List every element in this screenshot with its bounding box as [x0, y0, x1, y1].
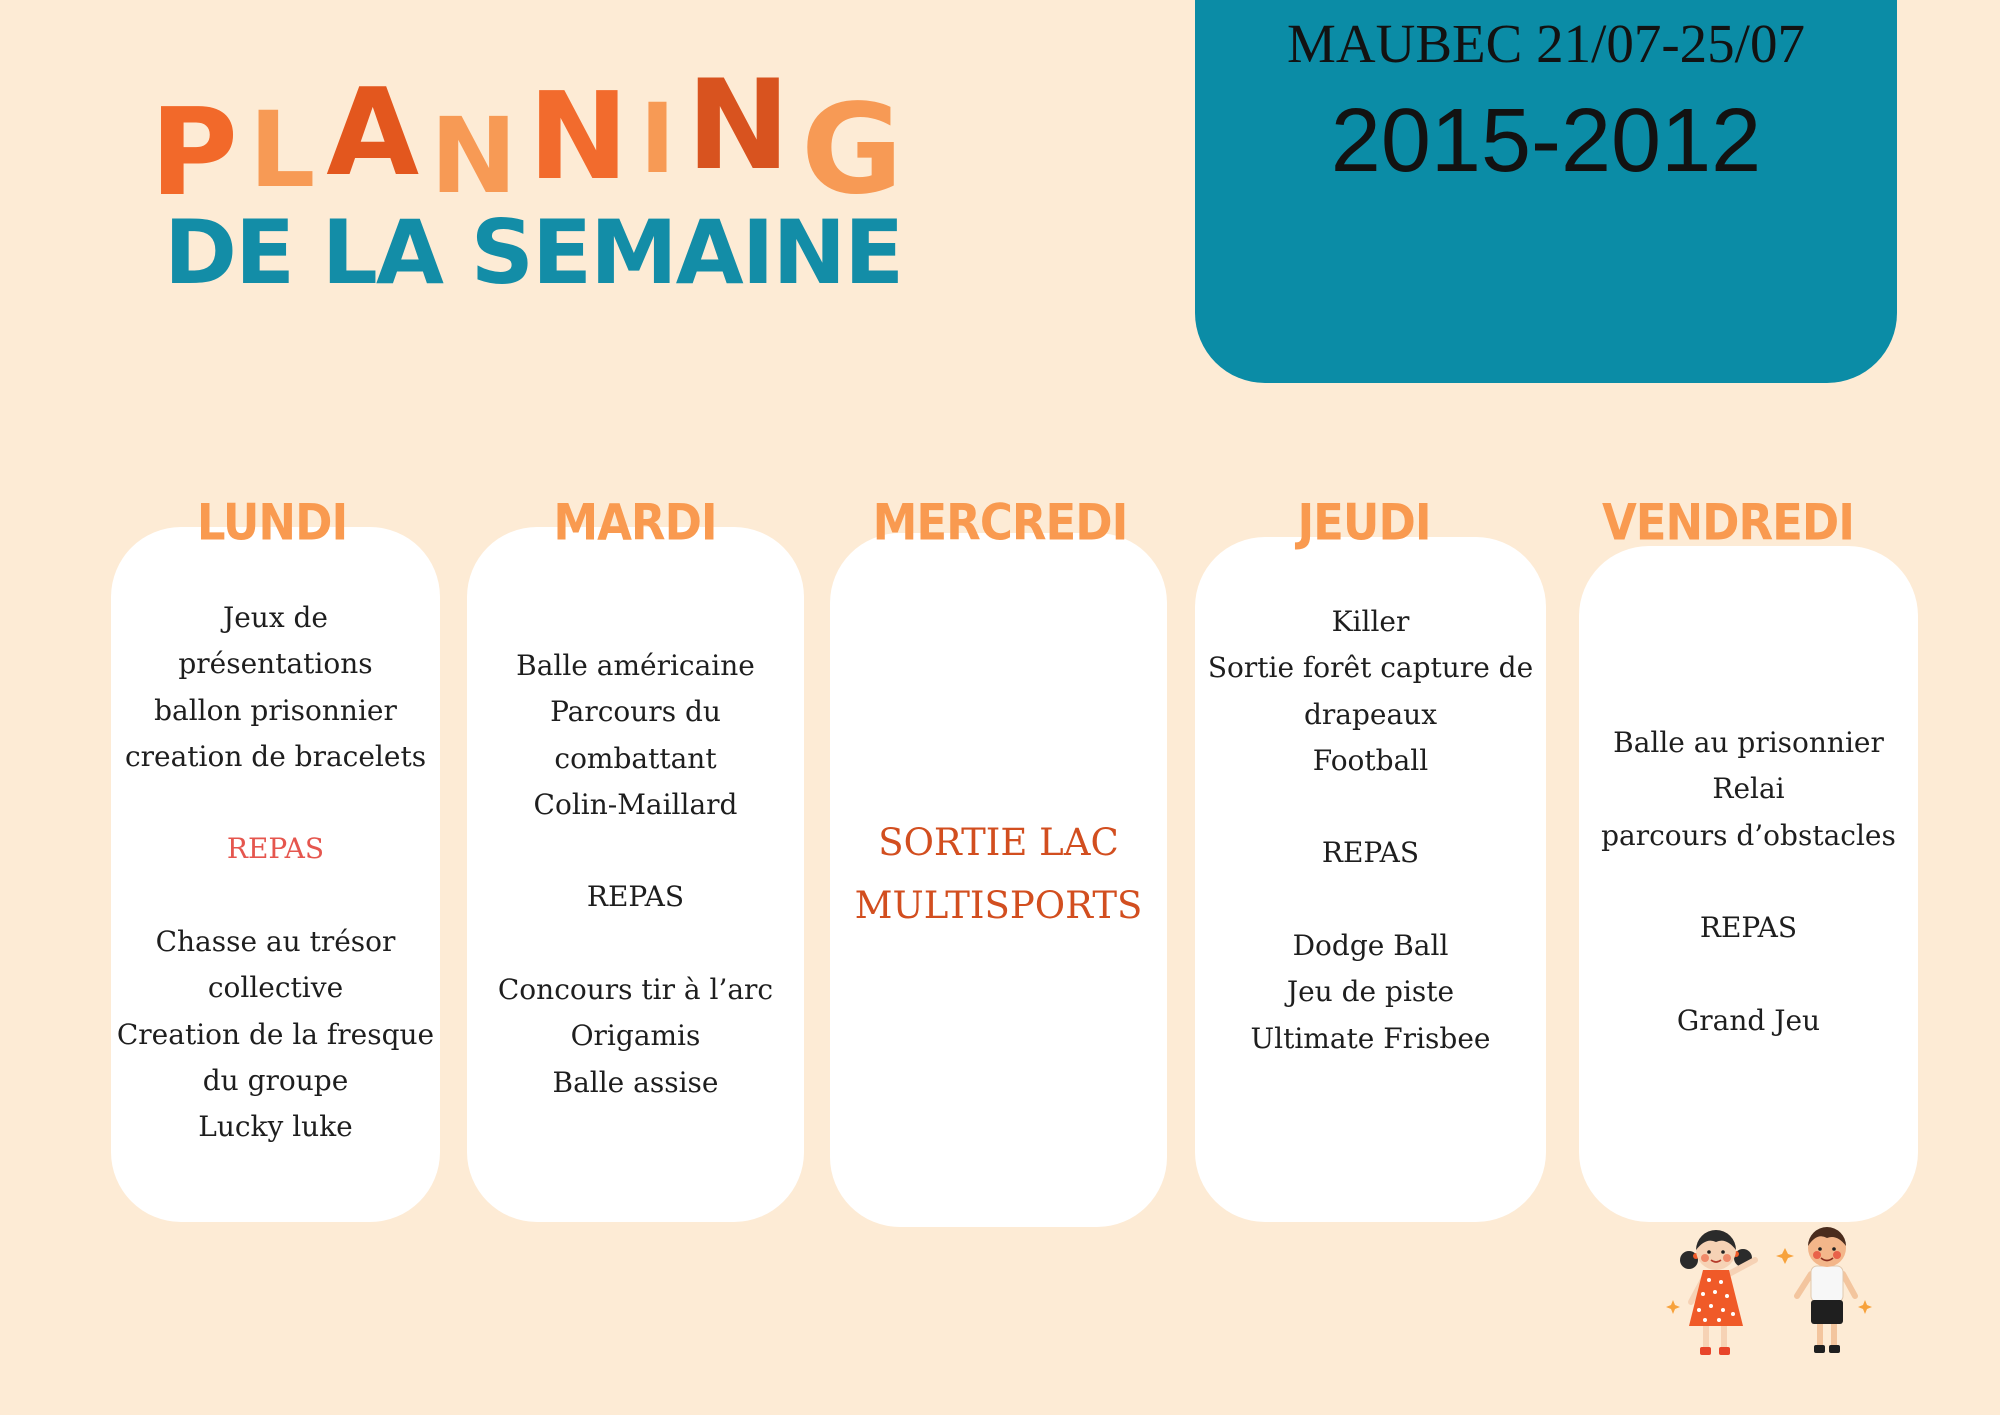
children-waving-icon	[1665, 1220, 1875, 1365]
day-heading-vendredi: VENDREDI	[1601, 493, 1855, 552]
title-letter: N	[430, 95, 518, 217]
activity-line: Balle au prisonnier	[1613, 726, 1884, 759]
activity-line: drapeaux	[1303, 697, 1437, 731]
afternoon-activities	[467, 967, 804, 1106]
meal-label: REPAS	[1699, 911, 1798, 945]
day-card-mercredi	[830, 533, 1167, 1227]
afternoon-activities	[1579, 998, 1918, 1044]
title-letter: P	[150, 84, 238, 223]
outing-line: MULTISPORTS	[854, 883, 1143, 927]
activity-line: Creation de la fresque	[116, 1017, 435, 1051]
activity-line: collective	[207, 971, 344, 1005]
activity-line: creation de bracelets	[124, 739, 427, 773]
day-heading-lundi: LUNDI	[196, 493, 348, 552]
activity-line: Jeu de piste	[1286, 975, 1455, 1009]
day-card-vendredi	[1579, 546, 1918, 1222]
meal-label: REPAS	[586, 880, 685, 914]
morning-activities	[1195, 599, 1546, 784]
activity-line: Colin-Maillard	[533, 787, 738, 821]
activity-line: Chasse au trésor	[155, 925, 396, 959]
boy-figure	[1797, 1227, 1855, 1353]
activity-line: Jeux de	[222, 601, 328, 634]
activity-line: Sortie forêt capture de	[1207, 651, 1534, 685]
activity-line: Football	[1312, 743, 1429, 777]
morning-activities	[1579, 720, 1918, 859]
activity-line: ballon prisonnier	[154, 693, 397, 727]
location-dates: MAUBEC 21/07-25/07	[1287, 13, 1805, 74]
activity-line: combattant	[554, 741, 717, 775]
morning-activities	[467, 643, 804, 828]
activity-line: Balle assise	[552, 1065, 719, 1099]
activity-line: du groupe	[202, 1063, 349, 1097]
activity-line: présentations	[178, 647, 373, 681]
activity-line: Ultimate Frisbee	[1250, 1021, 1491, 1055]
activity-line: Parcours du	[550, 695, 721, 729]
title-letter: I	[639, 83, 676, 195]
title-letter: G	[801, 78, 903, 222]
activity-line: Relai	[1712, 772, 1785, 806]
activity-line: Concours tir à l’arc	[497, 973, 774, 1007]
activity-line: Killer	[1331, 605, 1410, 638]
morning-activities	[111, 595, 440, 780]
activity-line: Balle américaine	[516, 649, 755, 682]
activity-line: Lucky luke	[198, 1110, 353, 1144]
day-card-mardi	[467, 527, 804, 1222]
activity-line: parcours d’obstacles	[1601, 818, 1896, 852]
day-heading-jeudi: JEUDI	[1297, 493, 1431, 552]
activity-line: Origamis	[570, 1019, 701, 1053]
day-card-jeudi	[1195, 537, 1546, 1222]
title-letter: L	[248, 89, 316, 211]
title-letter: N	[528, 68, 629, 207]
outing-line: SORTIE LAC	[878, 821, 1119, 864]
afternoon-activities	[111, 919, 440, 1150]
activity-line: Grand Jeu	[1676, 1003, 1821, 1037]
header-box	[1195, 0, 1897, 383]
day-heading-mercredi: MERCREDI	[872, 493, 1128, 552]
title-letter: A	[326, 64, 420, 203]
meal-label: REPAS	[226, 832, 325, 866]
activity-line: Dodge Ball	[1292, 929, 1449, 963]
girl-figure	[1680, 1230, 1755, 1355]
outing-activity	[830, 812, 1167, 937]
afternoon-activities	[1195, 923, 1546, 1062]
birth-years: 2015-2012	[1330, 91, 1762, 191]
day-card-lundi	[111, 527, 440, 1222]
day-heading-mardi: MARDI	[553, 493, 717, 552]
title-de-la-semaine: DE LA SEMAINE	[164, 201, 903, 304]
meal-label: REPAS	[1321, 836, 1420, 870]
title-letter: N	[686, 54, 791, 198]
